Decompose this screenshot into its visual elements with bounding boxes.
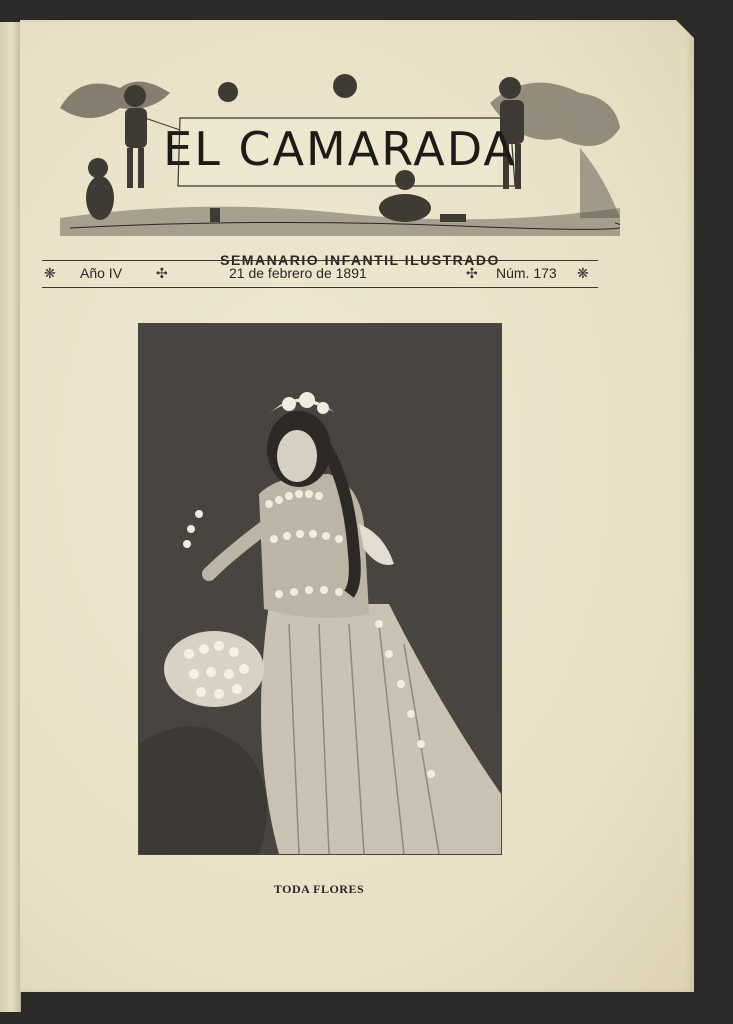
ornament-icon: ✣: [466, 265, 478, 281]
ornament-icon: ❋: [44, 265, 56, 281]
dateline-bar: [42, 260, 598, 288]
issue-date: 21 de febrero de 1891: [229, 265, 367, 281]
plate-caption: TODA FLORES: [273, 882, 365, 896]
year-label: Año IV: [80, 265, 123, 281]
issue-number: Núm. 173: [496, 265, 557, 281]
woman-with-flowers-engraving: [139, 324, 501, 854]
journal-title: EL CAMARADA: [163, 122, 517, 176]
left-page-edge: [0, 22, 21, 1012]
engraving-plate: [138, 323, 502, 855]
masthead-banner: [60, 68, 620, 236]
folded-corner: [676, 20, 694, 38]
journal-subtitle: SEMANARIO INFANTIL ILUSTRADO: [220, 252, 500, 268]
ornament-icon: ❋: [577, 265, 589, 281]
ornament-icon: ✣: [156, 265, 168, 281]
